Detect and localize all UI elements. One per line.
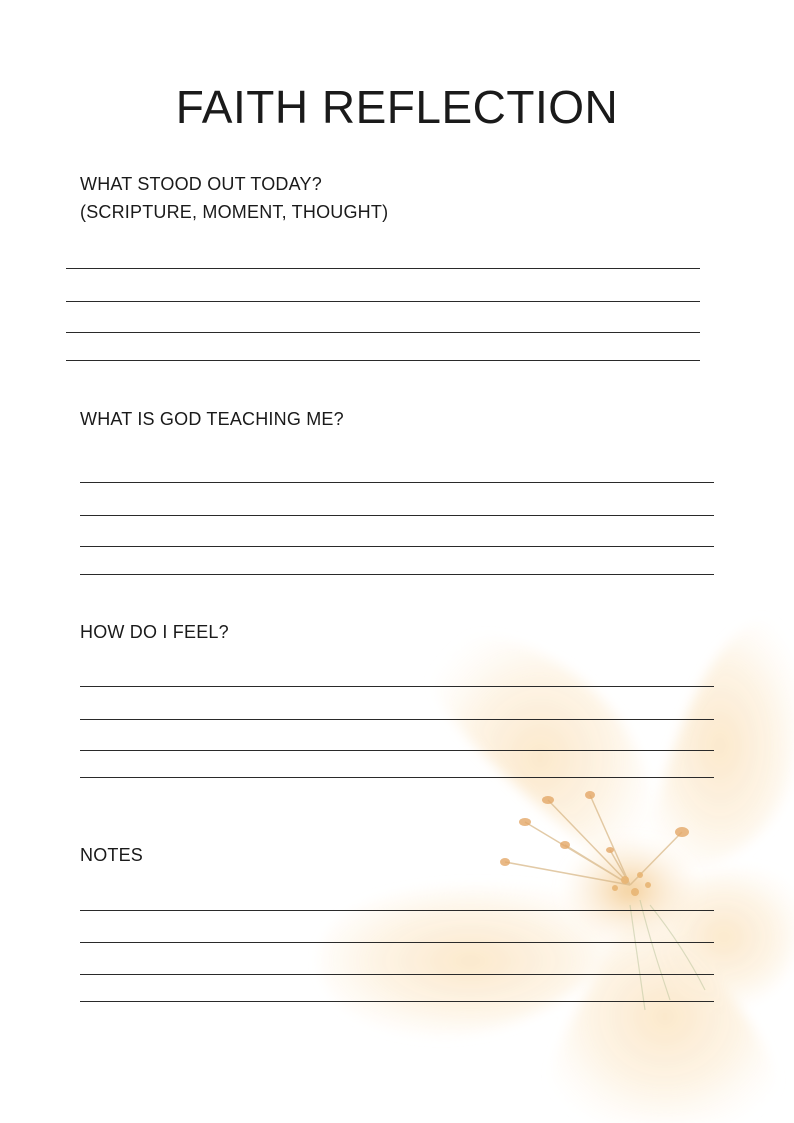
writing-line[interactable]	[80, 719, 714, 720]
section-prompt-how-do-i-feel	[80, 618, 229, 646]
writing-line[interactable]	[80, 515, 714, 516]
prompt-line: HOW DO I FEEL?	[80, 622, 229, 642]
section-prompt-notes	[80, 841, 143, 869]
writing-line[interactable]	[80, 1001, 714, 1002]
section-prompt-what-stood-out	[80, 170, 388, 226]
writing-line[interactable]	[66, 301, 700, 302]
writing-line[interactable]	[80, 546, 714, 547]
writing-line[interactable]	[80, 777, 714, 778]
prompt-line: WHAT STOOD OUT TODAY?	[80, 174, 322, 194]
prompt-line: (SCRIPTURE, MOMENT, THOUGHT)	[80, 202, 389, 222]
writing-line[interactable]	[80, 750, 714, 751]
writing-line[interactable]	[80, 974, 714, 975]
writing-line[interactable]	[66, 332, 700, 333]
writing-line[interactable]	[66, 360, 700, 361]
writing-line[interactable]	[80, 942, 714, 943]
writing-line[interactable]	[80, 482, 714, 483]
writing-line[interactable]	[80, 574, 714, 575]
writing-line[interactable]	[80, 910, 714, 911]
section-prompt-what-is-god-teaching	[80, 405, 344, 433]
page-title: FAITH REFLECTION	[175, 81, 619, 133]
writing-line[interactable]	[66, 268, 700, 269]
prompt-line: NOTES	[80, 845, 144, 865]
prompt-line: WHAT IS GOD TEACHING ME?	[80, 409, 344, 429]
writing-line[interactable]	[80, 686, 714, 687]
